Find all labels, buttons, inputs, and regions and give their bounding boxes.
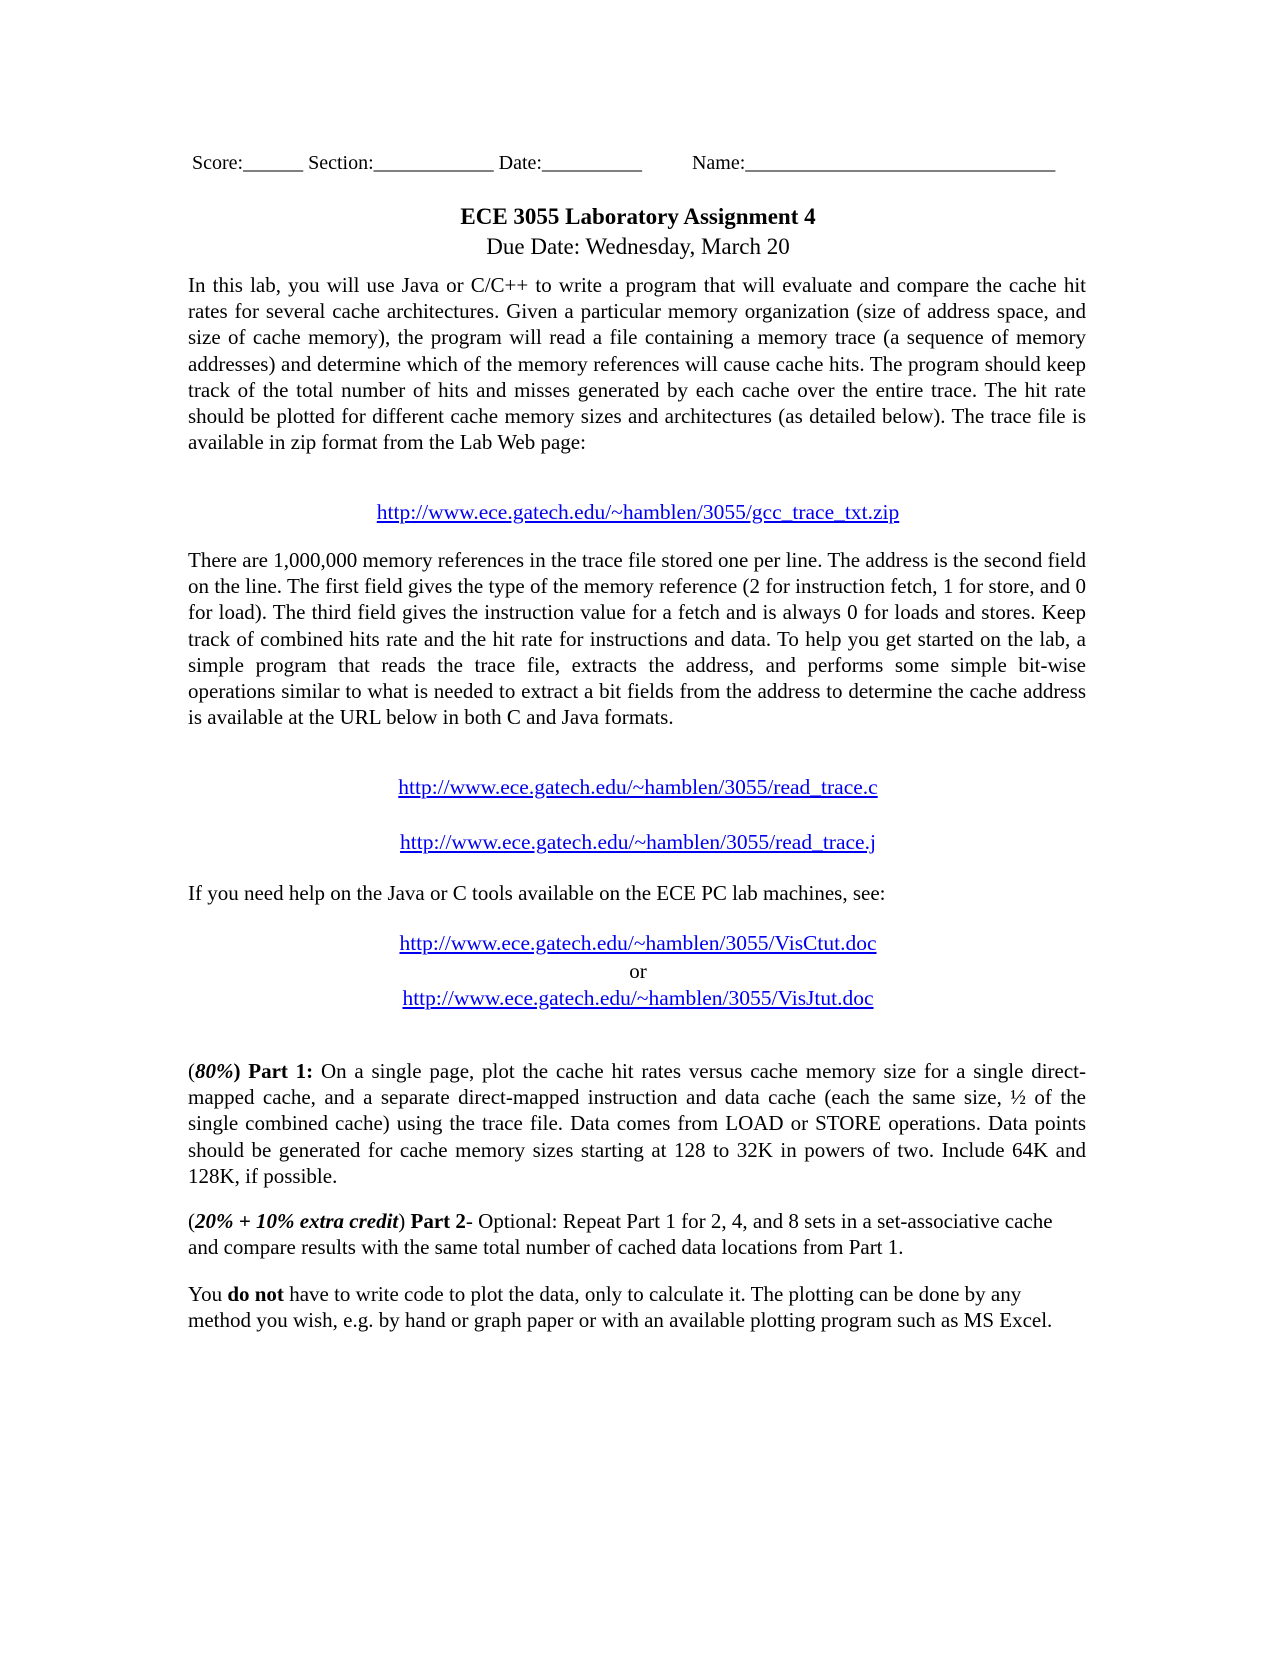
part2-label: Part 2 <box>410 1209 466 1233</box>
part1-open-paren: ( <box>188 1059 195 1083</box>
closing-paragraph <box>188 1281 1086 1333</box>
name-field: Name:_______________________________ <box>691 152 1056 174</box>
part1-label: Part 1: <box>248 1059 314 1083</box>
visjtut-link-line <box>188 984 1088 1012</box>
or-separator: or <box>629 959 647 983</box>
help-paragraph: If you need help on the Java or C tools available on the ECE PC lab machines, see: <box>188 881 886 905</box>
read-trace-c-link[interactable]: http://www.ece.gatech.edu/~hamblen/3055/read_trace.c <box>398 775 878 799</box>
part2-open-paren: ( <box>188 1209 195 1233</box>
header-fields <box>192 150 1092 176</box>
part1-paragraph <box>188 1058 1086 1189</box>
read-trace-j-link-line <box>188 828 1088 856</box>
visctut-link-line <box>188 929 1088 957</box>
read-trace-j-link[interactable]: http://www.ece.gatech.edu/~hamblen/3055/read_trace.j <box>400 830 876 854</box>
closing-bold: do not <box>227 1282 284 1306</box>
date-field: Date:__________ <box>498 152 642 174</box>
part2-percent: 20% + 10% extra credit <box>195 1209 399 1233</box>
part2-paragraph <box>188 1208 1086 1260</box>
read-trace-c-link-line <box>188 773 1088 801</box>
part1-text: On a single page, plot the cache hit rates versus cache memory size for a single direct-mapped cache, and a separate direct-mapped instruction and data cache (each the same size, ½ of the single combined cache) using the trace file. Data comes from LOAD or STORE operations. Data points should be generated for cache memory sizes starting at 128 to 32K in powers of two. Include 64K and 128K, if possible. <box>188 1059 1086 1188</box>
part1-percent: 80% <box>195 1059 234 1083</box>
visjtut-link[interactable]: http://www.ece.gatech.edu/~hamblen/3055/VisJtut.doc <box>402 986 874 1010</box>
due-date: Due Date: Wednesday, March 20 <box>486 234 790 259</box>
trace-zip-link[interactable]: http://www.ece.gatech.edu/~hamblen/3055/gcc_trace_txt.zip <box>376 500 900 524</box>
score-field: Score:______ <box>192 152 304 174</box>
part2-close-paren: ) <box>398 1209 406 1233</box>
trace-paragraph: There are 1,000,000 memory references in the trace file stored one per line. The address is the second field on the line. The first field gives the type of the memory reference (2 for instruction fetch, 1 for store, and 0 for load). The third field gives the instruction value for a fetch and is always 0 for loads and stores. Keep track of combined hits rate and the hit rate for instructions and data. To help you get started on the lab, a simple program that reads the trace file, extracts the address, and performs some simple bit-wise operations similar to what is needed to extract a bit fields from the address to determine the cache address is available at the URL below in both C and Java formats. <box>188 548 1086 730</box>
part1-close-paren: ) <box>233 1059 241 1083</box>
trace-zip-link-line <box>188 498 1088 526</box>
closing-after: have to write code to plot the data, only to calculate it. The plotting can be done by any method you wish, e.g. by hand or graph paper or with an available plotting program such as MS Excel. <box>188 1282 1053 1333</box>
page-title: ECE 3055 Laboratory Assignment 4 <box>460 204 816 229</box>
visctut-link[interactable]: http://www.ece.gatech.edu/~hamblen/3055/VisCtut.doc <box>399 931 877 955</box>
intro-paragraph: In this lab, you will use Java or C/C++ to write a program that will evaluate and compare the cache hit rates for several cache architectures. Given a particular memory organization (size of address space, and size of cache memory), the program will read a file containing a memory trace (a sequence of memory addresses) and determine which of the memory references will cause cache hits. The program should keep track of the total number of hits and misses generated by each cache over the entire trace. The hit rate should be plotted for different cache memory sizes and architectures (as detailed below). The trace file is available in zip format from the Lab Web page: <box>188 273 1086 455</box>
section-field: Section:____________ <box>308 152 494 174</box>
closing-before: You <box>188 1282 228 1306</box>
part2-text: - Optional: Repeat Part 1 for 2, 4, and 8 sets in a set-associative cache and compare results with the same total number of cached data locations from Part 1. <box>188 1209 1053 1260</box>
